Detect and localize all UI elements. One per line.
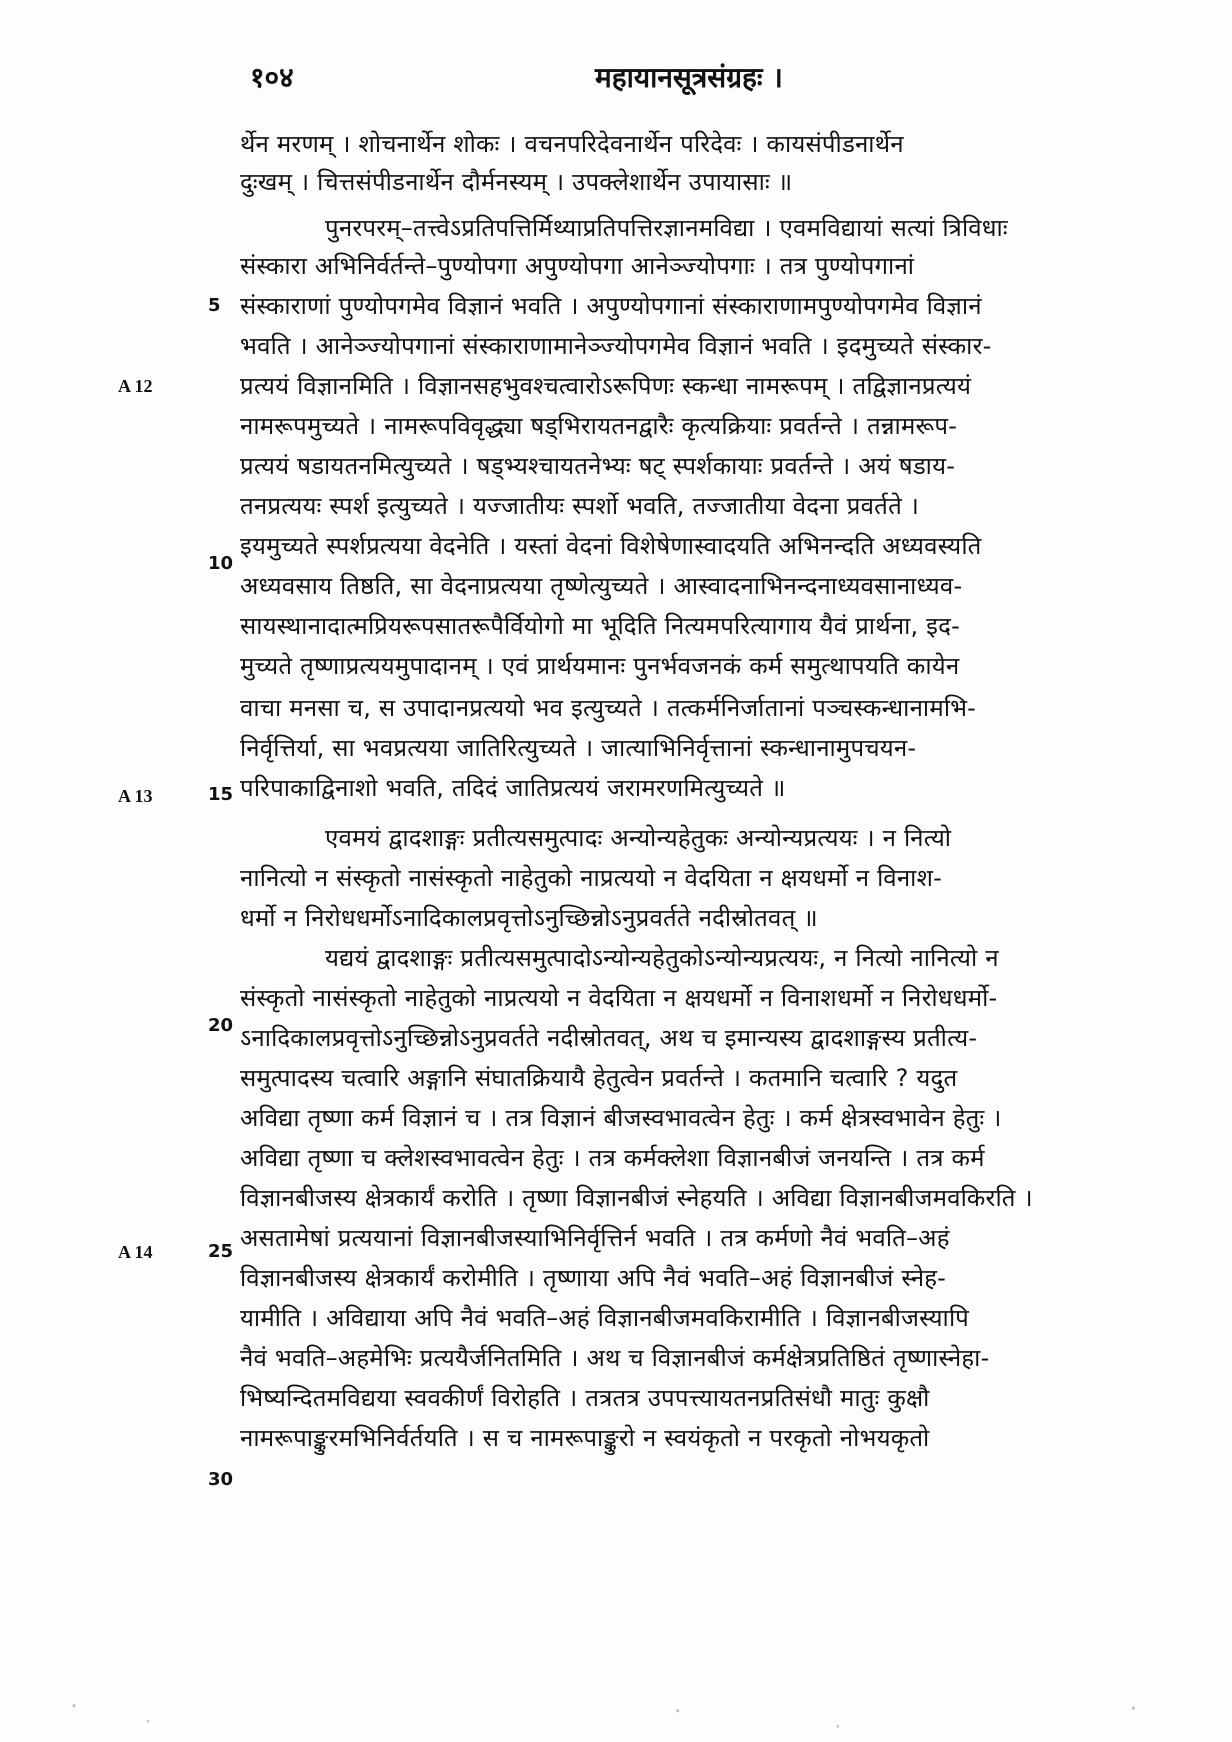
text-line: विज्ञानबीजस्य क्षेत्रकार्यं करोति । तृष्णा विज्ञानबीजं स्नेहयति । अविद्या विज्ञानबीजमवकिरति ।: [240, 1184, 1033, 1212]
text-line: नानित्यो न संस्कृतो नासंस्कृतो नाहेतुको नाप्रत्ययो न वेदयिता न क्षयधर्मो न विनाश-: [240, 864, 942, 892]
text-line: यामीति । अविद्याया अपि नैवं भवति–अहं विज्ञानबीजमवकिरामीति । विज्ञानबीजस्यापि: [240, 1304, 970, 1332]
text-line: धर्मो न निरोधधर्मोऽनादिकालप्रवृत्तोऽनुच्छिन्नोऽनुप्रवर्तते नदीस्रोतवत् ॥: [240, 904, 818, 932]
text-line: संस्कारा अभिनिर्वर्तन्ते–पुण्योपगा अपुण्योपगा आनेञ्ज्योपगाः । तत्र पुण्योपगानां: [240, 252, 915, 280]
line-number: 25: [208, 1241, 234, 1262]
text-line: इयमुच्यते स्पर्शप्रत्यया वेदनेति । यस्तां वेदनां विशेषेणास्वादयति अभिनन्दति अध्यवस्यति: [240, 532, 982, 560]
text-line: भिष्यन्दितमविद्यया स्ववकीर्णं विरोहति । तत्रतत्र उपपत्त्यायतनप्रतिसंधौ मातुः कुक्षौ: [240, 1384, 930, 1412]
text-line: अविद्या तृष्णा कर्म विज्ञानं च । तत्र विज्ञानं बीजस्वभावत्वेन हेतुः । कर्म क्षेत्रस्वभावेन हेतुः ।: [240, 1104, 1002, 1132]
text-line: संस्कृतो नासंस्कृतो नाहेतुको नाप्रत्ययो न वेदयिता न क्षयधर्मो न विनाशधर्मो न निरोधधर्मो-: [240, 984, 998, 1012]
text-line: निर्वृत्तिर्या, सा भवप्रत्यया जातिरित्युच्यते । जात्याभिनिर्वृत्तानां स्कन्धानामुपचयन-: [240, 734, 917, 762]
line-number: 5: [208, 295, 221, 316]
text-line: समुत्पादस्य चत्वारि अङ्गानि संघातक्रियायै हेतुत्वेन प्रवर्तन्ते । कतमानि चत्वारि ? यदुत: [240, 1064, 958, 1092]
text-line: प्रत्ययं विज्ञानमिति । विज्ञानसहभुवश्चत्वारोऽरूपिणः स्कन्धा नामरूपम् । तद्विज्ञानप्रत्ययं: [240, 372, 972, 400]
text-line: सायस्थानादात्मप्रियरूपसातरूपैर्वियोगो मा भूदिति नित्यमपरित्यागाय यैवं प्रार्थना, इद-: [240, 612, 960, 640]
text-line: भवति । आनेञ्ज्योपगानां संस्काराणामानेञ्ज्योपगमेव विज्ञानं भवति । इदमुच्यते संस्कार-: [240, 332, 992, 360]
page-header: [250, 58, 1150, 98]
line-number: 20: [208, 1015, 234, 1036]
text-line: तनप्रत्ययः स्पर्श इत्युच्यते । यज्जातीयः स्पर्शो भवति, तज्जातीया वेदना प्रवर्तते ।: [240, 492, 920, 520]
text-line: दुःखम् । चित्तसंपीडनार्थेन दौर्मनस्यम् । उपक्लेशार्थेन उपायासाः ॥: [240, 168, 793, 196]
text-line: ऽनादिकालप्रवृत्तोऽनुच्छिन्नोऽनुप्रवर्तते नदीस्रोतवत्, अथ च इमान्यस्य द्वादशाङ्गस्य प्रतीत्य-: [240, 1024, 978, 1052]
text-line: वाचा मनसा च, स उपादानप्रत्ययो भव इत्युच्यते । तत्कर्मनिर्जातानां पञ्चस्कन्धानामभि-: [240, 694, 977, 722]
line-number: 15: [208, 784, 234, 805]
text-line: प्रत्ययं षडायतनमित्युच्यते । षड्भ्यश्चायतनेभ्यः षट् स्पर्शकायाः प्रवर्तन्ते । अयं षडाय-: [240, 452, 956, 480]
line-number: 30: [208, 1469, 234, 1490]
text-line: विज्ञानबीजस्य क्षेत्रकार्यं करोमीति । तृष्णाया अपि नैवं भवति–अहं विज्ञानबीजं स्नेह-: [240, 1264, 947, 1292]
text-line: परिपाकाद्विनाशो भवति, तदिदं जातिप्रत्ययं जरामरणमित्युच्यते ॥: [240, 774, 786, 802]
text-line: र्थेन मरणम् । शोचनार्थेन शोकः । वचनपरिदेवनार्थेन परिदेवः । कायसंपीडनार्थेन: [240, 130, 904, 158]
margin-note: A 13: [118, 786, 153, 806]
margin-note: A 14: [118, 1242, 153, 1262]
running-title: महायानसूत्रसंग्रहः ।: [595, 61, 783, 94]
text-line: नामरूपमुच्यते । नामरूपविवृद्ध्या षड्भिरायतनद्वारैः कृत्यक्रियाः प्रवर्तन्ते । तन्नामरूप-: [240, 412, 958, 440]
scan-speckle: [0, 1690, 1232, 1742]
paragraph-start-line: यद्ययं द्वादशाङ्गः प्रतीत्यसमुत्पादोऽन्योन्यहेतुकोऽन्योन्यप्रत्ययः, न नित्यो नानित्यो न: [325, 944, 999, 972]
text-line: असतामेषां प्रत्ययानां विज्ञानबीजस्याभिनिर्वृत्तिर्न भवति । तत्र कर्मणो नैवं भवति–अहं: [240, 1224, 950, 1252]
line-number: 10: [208, 553, 234, 574]
text-line: मुच्यते तृष्णाप्रत्ययमुपादानम् । एवं प्रार्थयमानः पुनर्भवजनकं कर्म समुत्थापयति कायेन: [240, 652, 960, 680]
text-line: अविद्या तृष्णा च क्लेशस्वभावत्वेन हेतुः । तत्र कर्मक्लेशा विज्ञानबीजं जनयन्ति । तत्र कर्म: [240, 1144, 985, 1172]
text-line: संस्काराणां पुण्योपगमेव विज्ञानं भवति । अपुण्योपगानां संस्काराणामपुण्योपगमेव विज्ञानं: [240, 292, 982, 320]
margin-note: A 12: [118, 376, 153, 396]
page-number: १०४: [250, 61, 294, 94]
text-line: नैवं भवति–अहमेभिः प्रत्ययैर्जनितमिति । अथ च विज्ञानबीजं कर्मक्षेत्रप्रतिष्ठितं तृष्णास्नेहा-: [240, 1344, 990, 1372]
paragraph-start-line: पुनरपरम्–तत्त्वेऽप्रतिपत्तिर्मिथ्याप्रतिपत्तिरज्ञानमविद्या । एवमविद्यायां सत्यां त्रिविधाः: [325, 214, 1008, 242]
text-line: नामरूपाङ्कुरमभिनिर्वर्तयति । स च नामरूपाङ्कुरो न स्वयंकृतो न परकृतो नोभयकृतो: [240, 1424, 930, 1452]
paragraph-start-line: एवमयं द्वादशाङ्गः प्रतीत्यसमुत्पादः अन्योन्यहेतुकः अन्योन्यप्रत्ययः । न नित्यो: [325, 824, 952, 852]
text-line: अध्यवसाय तिष्ठति, सा वेदनाप्रत्यया तृष्णेत्युच्यते । आस्वादनाभिनन्दनाध्यवसानाध्यव-: [240, 572, 963, 600]
